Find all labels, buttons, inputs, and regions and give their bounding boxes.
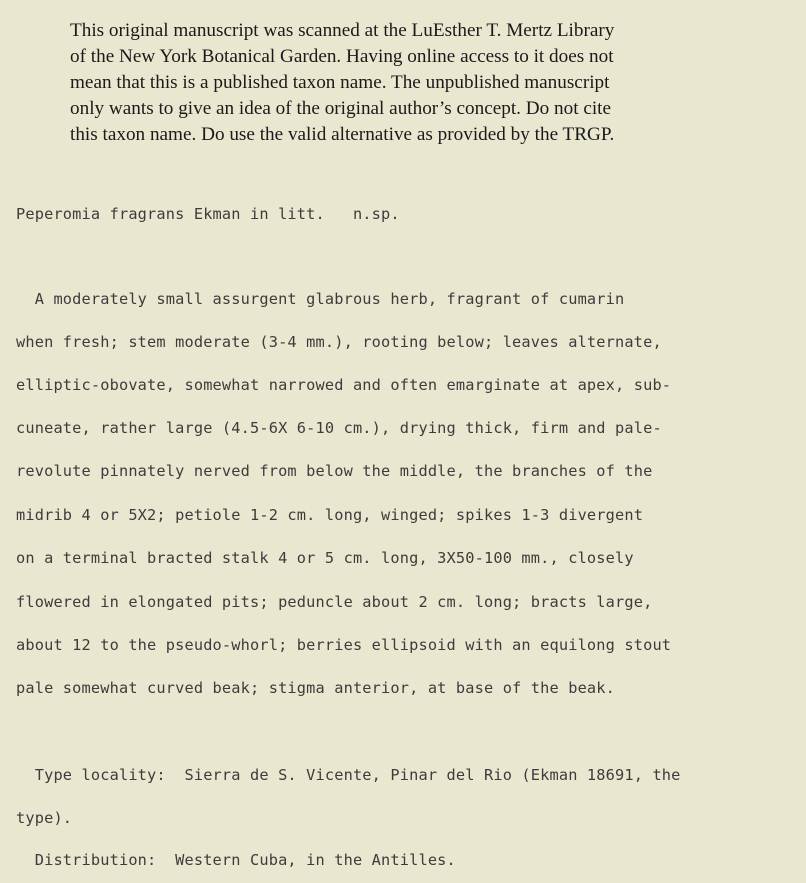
species-heading: Peperomia fragrans Ekman in litt. n.sp.: [16, 205, 400, 223]
description-line: about 12 to the pseudo-whorl; berries ellipsoid with an equilong stout: [16, 636, 672, 654]
description-line: on a terminal bracted stalk 4 or 5 cm. long, 3X50-100 mm., closely: [16, 549, 634, 567]
description-line: cuneate, rather large (4.5-6X 6-10 cm.), drying thick, firm and pale-: [16, 419, 662, 437]
notice-line: this taxon name. Do use the valid alternative as provided by the TRGP.: [70, 124, 615, 145]
description-line: A moderately small assurgent glabrous herb, fragrant of cumarin: [16, 290, 625, 308]
description-line: flowered in elongated pits; peduncle about 2 cm. long; bracts large,: [16, 593, 653, 611]
type-locality-line: type).: [16, 809, 73, 827]
notice-line: This original manuscript was scanned at the LuEsther T. Mertz Library: [70, 20, 615, 41]
notice-line: only wants to give an idea of the original author’s concept. Do not cite: [70, 98, 612, 119]
notice-line: mean that this is a published taxon name. The unpublished manuscript: [70, 72, 610, 93]
description-line: when fresh; stem moderate (3-4 mm.), rooting below; leaves alternate,: [16, 333, 662, 351]
library-notice: [70, 18, 760, 148]
notice-line: of the New York Botanical Garden. Having online access to it does not: [70, 46, 614, 67]
description-line: pale somewhat curved beak; stigma anterior, at base of the beak.: [16, 679, 616, 697]
description-line: elliptic-obovate, somewhat narrowed and often emarginate at apex, sub-: [16, 376, 672, 394]
distribution-line: Distribution: Western Cuba, in the Antilles.: [16, 851, 456, 869]
description-line: midrib 4 or 5X2; petiole 1-2 cm. long, winged; spikes 1-3 divergent: [16, 506, 644, 524]
description-line: revolute pinnately nerved from below the middle, the branches of the: [16, 462, 653, 480]
type-locality-line: Type locality: Sierra de S. Vicente, Pinar del Rio (Ekman 18691, the: [16, 766, 681, 784]
